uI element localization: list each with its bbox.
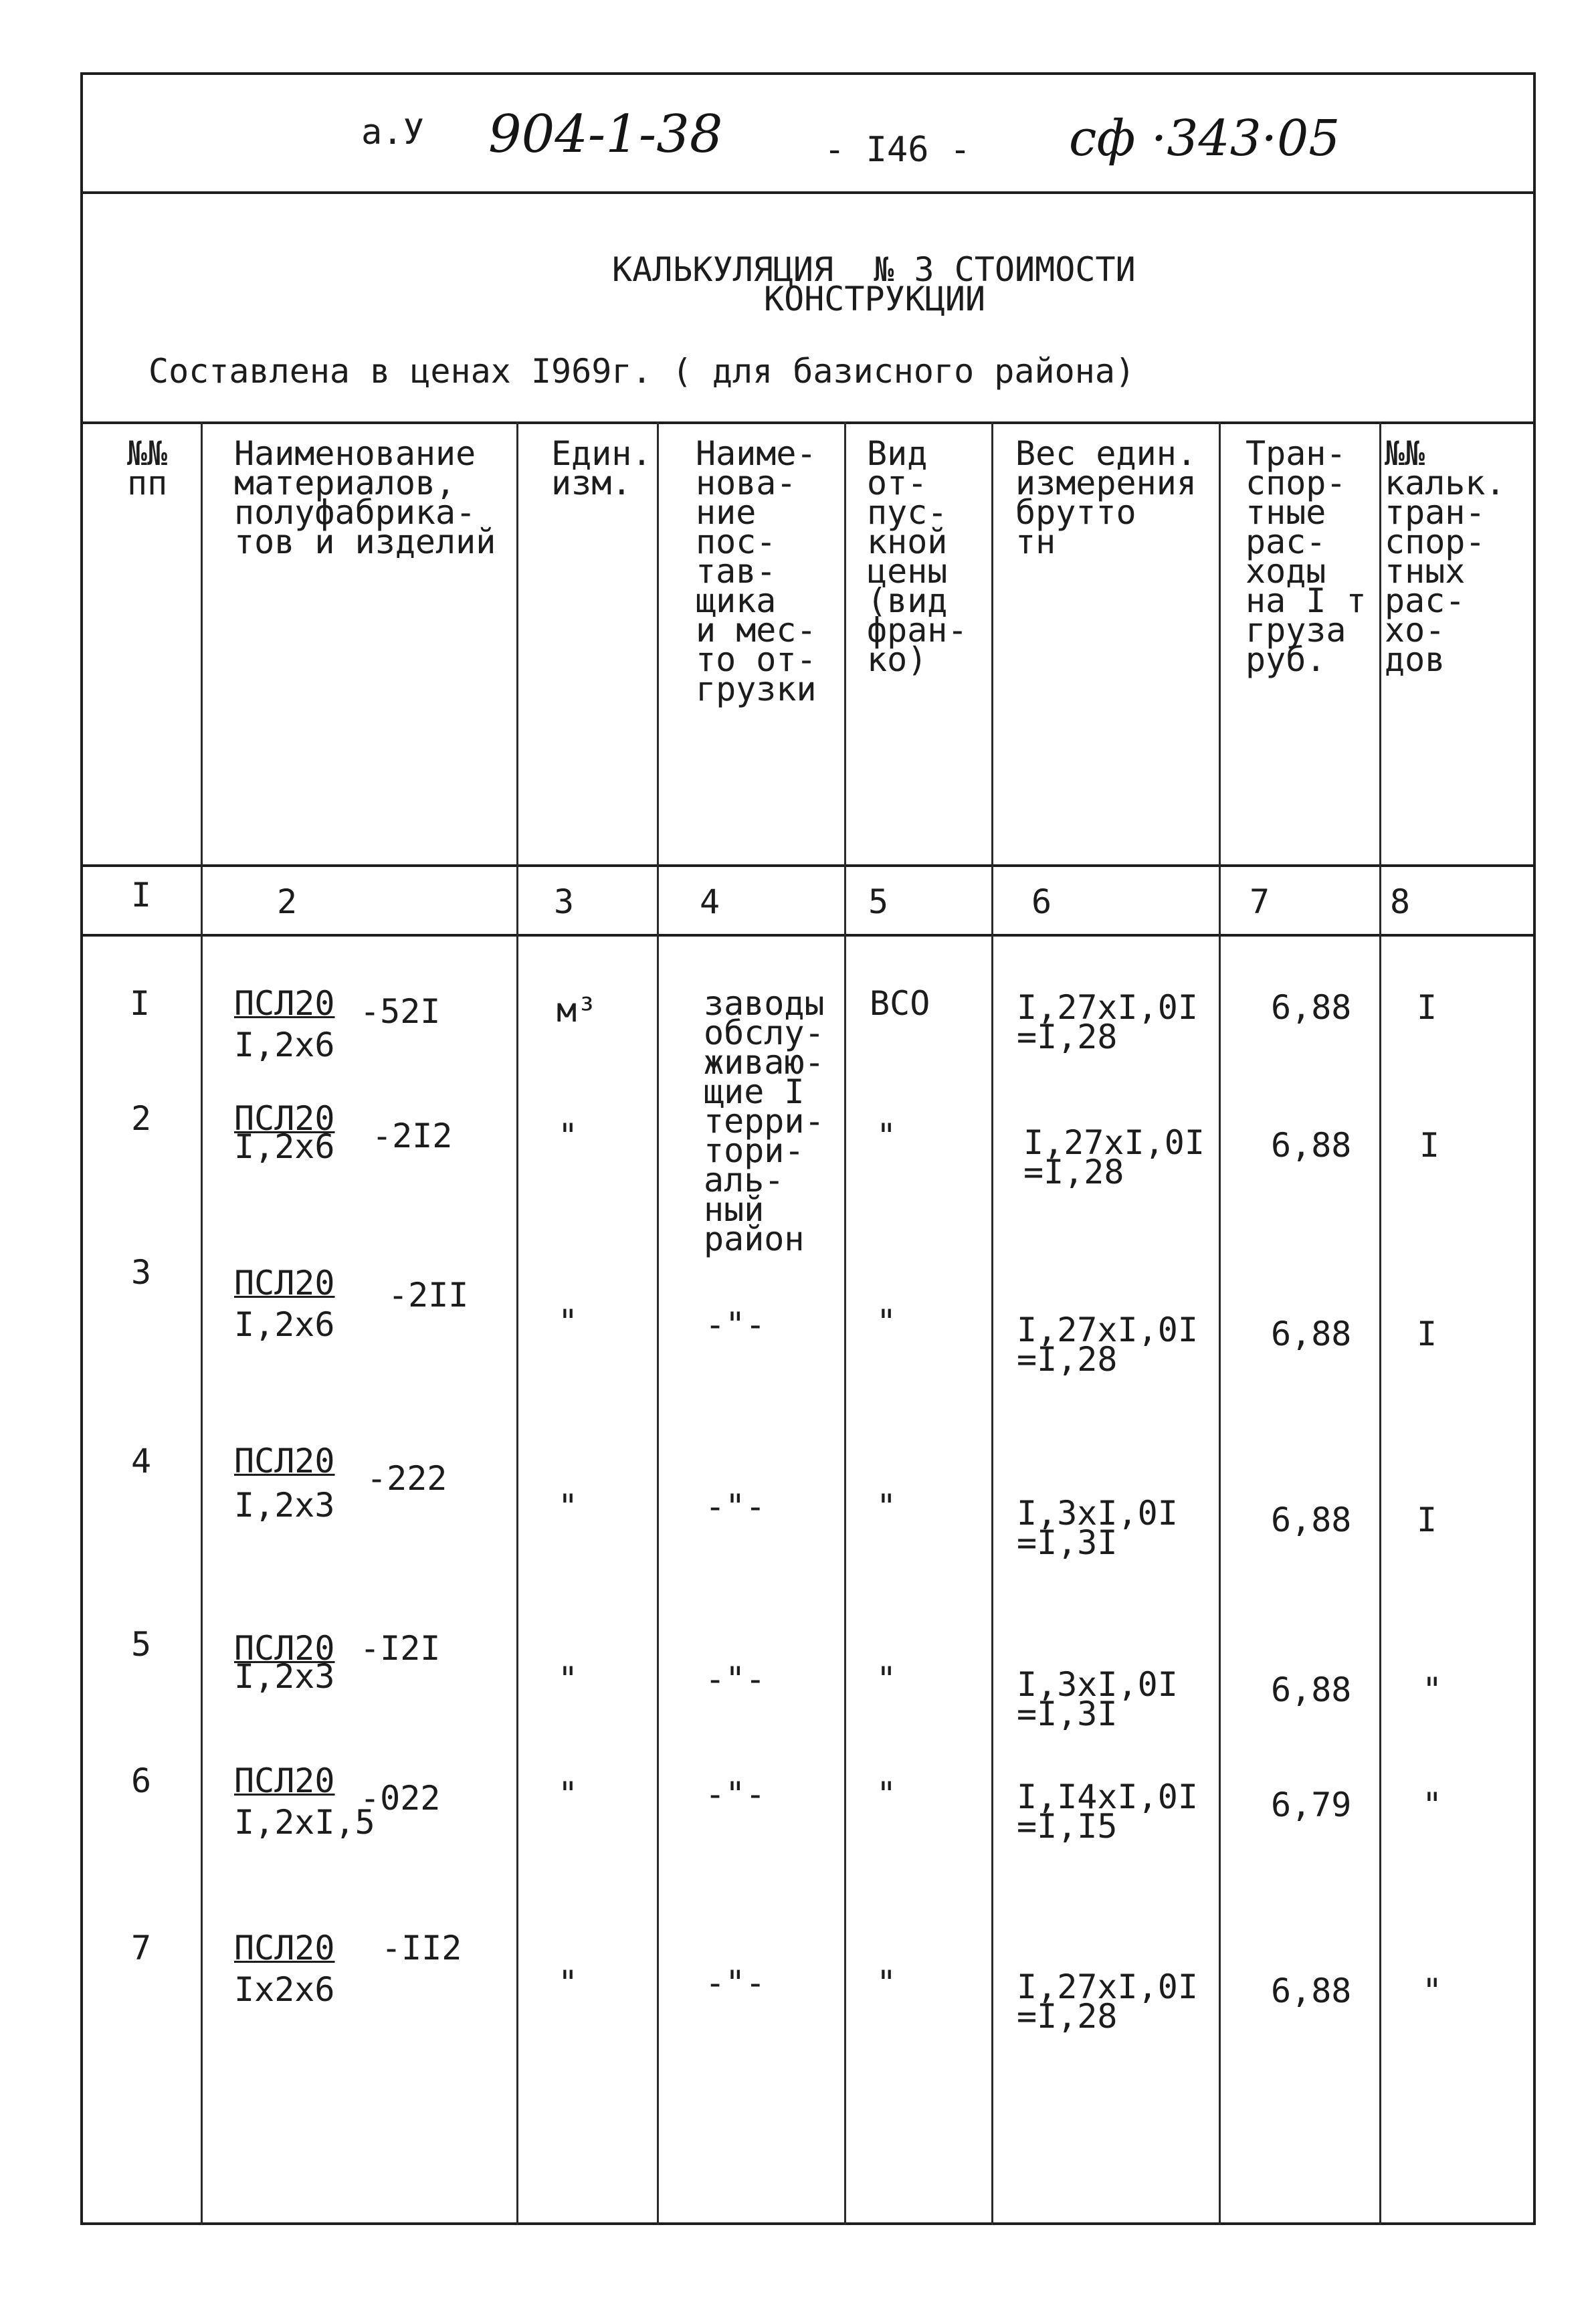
col-number-8: 8 — [1390, 882, 1411, 921]
project-code: 904-1-38 — [488, 104, 723, 165]
row-7-unit: " — [558, 1963, 579, 2002]
row-5-code: ПСЛ20 — [234, 1629, 335, 1668]
row-7-suffix: -II2 — [381, 1929, 462, 1967]
row-7-code: ПСЛ20 — [234, 1929, 335, 1967]
row-1-price: ВСО — [870, 984, 930, 1023]
row-5-supplier: -"- — [705, 1660, 766, 1699]
col-divider-4 — [844, 421, 846, 2225]
row-3-cost: 6,88 — [1271, 1315, 1352, 1353]
album-label: а.У — [361, 112, 424, 153]
col-header-6: Вес един. измерения брутто тн — [1015, 434, 1197, 561]
col-header-5: Вид от- пус- кной цены (вид фран- ко) — [867, 434, 968, 679]
row-6-num: 6 — [131, 1761, 152, 1800]
row-1-cost: 6,88 — [1271, 988, 1352, 1027]
row-3-num: 3 — [131, 1253, 152, 1292]
row-2-suffix: -2I2 — [372, 1117, 453, 1155]
col-number-5: 5 — [868, 882, 889, 921]
col-number-2: 2 — [277, 882, 298, 921]
row-3-price: " — [876, 1303, 897, 1341]
row-4-unit: " — [558, 1487, 579, 1526]
row-7-price: " — [876, 1963, 897, 2002]
row-4-weight: I,3xI,0I =I,3I — [1017, 1494, 1178, 1562]
row-2-price: " — [876, 1117, 897, 1155]
row-2-code: ПСЛ20 — [234, 1099, 335, 1138]
row-6-cost: 6,79 — [1271, 1786, 1352, 1824]
row-3-calc: I — [1417, 1315, 1437, 1353]
row-3-unit: " — [558, 1303, 579, 1341]
row-6-unit: " — [558, 1775, 579, 1814]
row-7-num: 7 — [131, 1929, 152, 1967]
col-header-2: Наименование материалов, полуфабрика- тов и изделий — [234, 434, 496, 561]
row-3-code: ПСЛ20 — [234, 1264, 335, 1303]
col-header-3: Един. изм. — [551, 434, 652, 502]
col-number-7: 7 — [1250, 882, 1270, 921]
row-6-weight: I,I4xI,0I =I,I5 — [1017, 1777, 1198, 1846]
row-5-num: 5 — [131, 1625, 152, 1664]
row-6-calc: " — [1422, 1786, 1443, 1824]
col-number-1: I — [131, 876, 152, 915]
row-5-suffix: -I2I — [360, 1629, 441, 1668]
col-header-8: №№ кальк. тран- спор- тных рас- хо- дов — [1385, 434, 1506, 679]
row-1-unit: м³ — [557, 991, 597, 1030]
col-divider-5 — [991, 421, 993, 2225]
col-divider-1 — [201, 421, 203, 2225]
row-1-suffix: -52I — [360, 992, 441, 1031]
row-2-calc: I — [1419, 1126, 1440, 1165]
row-3-suffix: -2II — [388, 1276, 469, 1315]
title-line2: КОНСТРУКЦИИ — [764, 280, 986, 318]
row-2-num: 2 — [131, 1099, 152, 1138]
subtitle: Составлена в ценах I969г. ( для базисного района) — [148, 352, 1136, 391]
row-5-calc: " — [1422, 1670, 1443, 1709]
row-2-dims: I,2x6 — [234, 1127, 335, 1166]
row-7-weight: I,27xI,0I =I,28 — [1017, 1967, 1198, 2036]
row-5-cost: 6,88 — [1271, 1670, 1352, 1709]
col-number-4: 4 — [700, 882, 720, 921]
row-2-unit: " — [558, 1117, 579, 1155]
column-numbers-top-line — [80, 864, 1536, 867]
row-7-calc: " — [1422, 1972, 1443, 2010]
row-1-dims: I,2x6 — [234, 1026, 335, 1064]
col-header-1: №№ пп — [127, 434, 168, 502]
row-5-dims: I,2x3 — [234, 1657, 335, 1696]
row-5-weight: I,3xI,0I =I,3I — [1017, 1665, 1178, 1733]
row-3-weight: I,27xI,0I =I,28 — [1017, 1311, 1198, 1379]
col-divider-3 — [657, 421, 659, 2225]
column-numbers-bottom-line — [80, 934, 1536, 937]
col-divider-7 — [1379, 421, 1381, 2225]
row-4-dims: I,2x3 — [234, 1486, 335, 1525]
title-line1: КАЛЬКУЛЯЦИЯ № 3 СТОИМОСТИ — [612, 250, 1136, 289]
row-3-dims: I,2x6 — [234, 1305, 335, 1344]
col-number-6: 6 — [1031, 882, 1052, 921]
row-1-num: I — [130, 984, 151, 1023]
row-1-calc: I — [1417, 988, 1437, 1027]
row-6-price: " — [876, 1775, 897, 1814]
row-2-cost: 6,88 — [1271, 1126, 1352, 1165]
row-4-price: " — [876, 1487, 897, 1526]
header-divider — [80, 191, 1536, 194]
row-5-unit: " — [558, 1660, 579, 1699]
row-7-cost: 6,88 — [1271, 1972, 1352, 2010]
row-1-code: ПСЛ20 — [234, 984, 335, 1023]
col-header-7: Тран- спор- тные рас- ходы на I т груза руб. — [1245, 434, 1367, 679]
row-2-weight: I,27xI,0I =I,28 — [1023, 1123, 1205, 1191]
col-number-3: 3 — [554, 882, 575, 921]
row-4-num: 4 — [131, 1442, 152, 1480]
row-6-supplier: -"- — [705, 1775, 766, 1814]
row-4-cost: 6,88 — [1271, 1501, 1352, 1539]
col-divider-2 — [516, 421, 518, 2225]
row-4-code: ПСЛ20 — [234, 1442, 335, 1480]
row-1-weight: I,27xI,0I =I,28 — [1017, 988, 1198, 1056]
table-top-line — [80, 421, 1536, 424]
row-6-code: ПСЛ20 — [234, 1761, 335, 1800]
col-header-4: Наиме- нова- ние пос- тав- щика и мес- то от- грузки — [696, 434, 817, 708]
row-4-supplier: -"- — [705, 1487, 766, 1526]
col-divider-6 — [1219, 421, 1221, 2225]
row-6-dims: I,2xI,5 — [234, 1803, 375, 1842]
row-5-price: " — [876, 1660, 897, 1699]
row-4-calc: I — [1417, 1501, 1437, 1539]
row-4-suffix: -222 — [367, 1459, 447, 1498]
sheet-code: сф ·343·05 — [1069, 110, 1340, 167]
row-6-suffix: -022 — [360, 1779, 441, 1818]
supplier-note: заводы обслу- живаю- щие I терри- тори- аль- ный район — [704, 984, 825, 1258]
row-3-supplier: -"- — [705, 1305, 766, 1344]
page-number: - I46 - — [824, 130, 971, 170]
row-7-dims: Ix2x6 — [234, 1970, 335, 2009]
row-7-supplier: -"- — [705, 1963, 766, 2002]
